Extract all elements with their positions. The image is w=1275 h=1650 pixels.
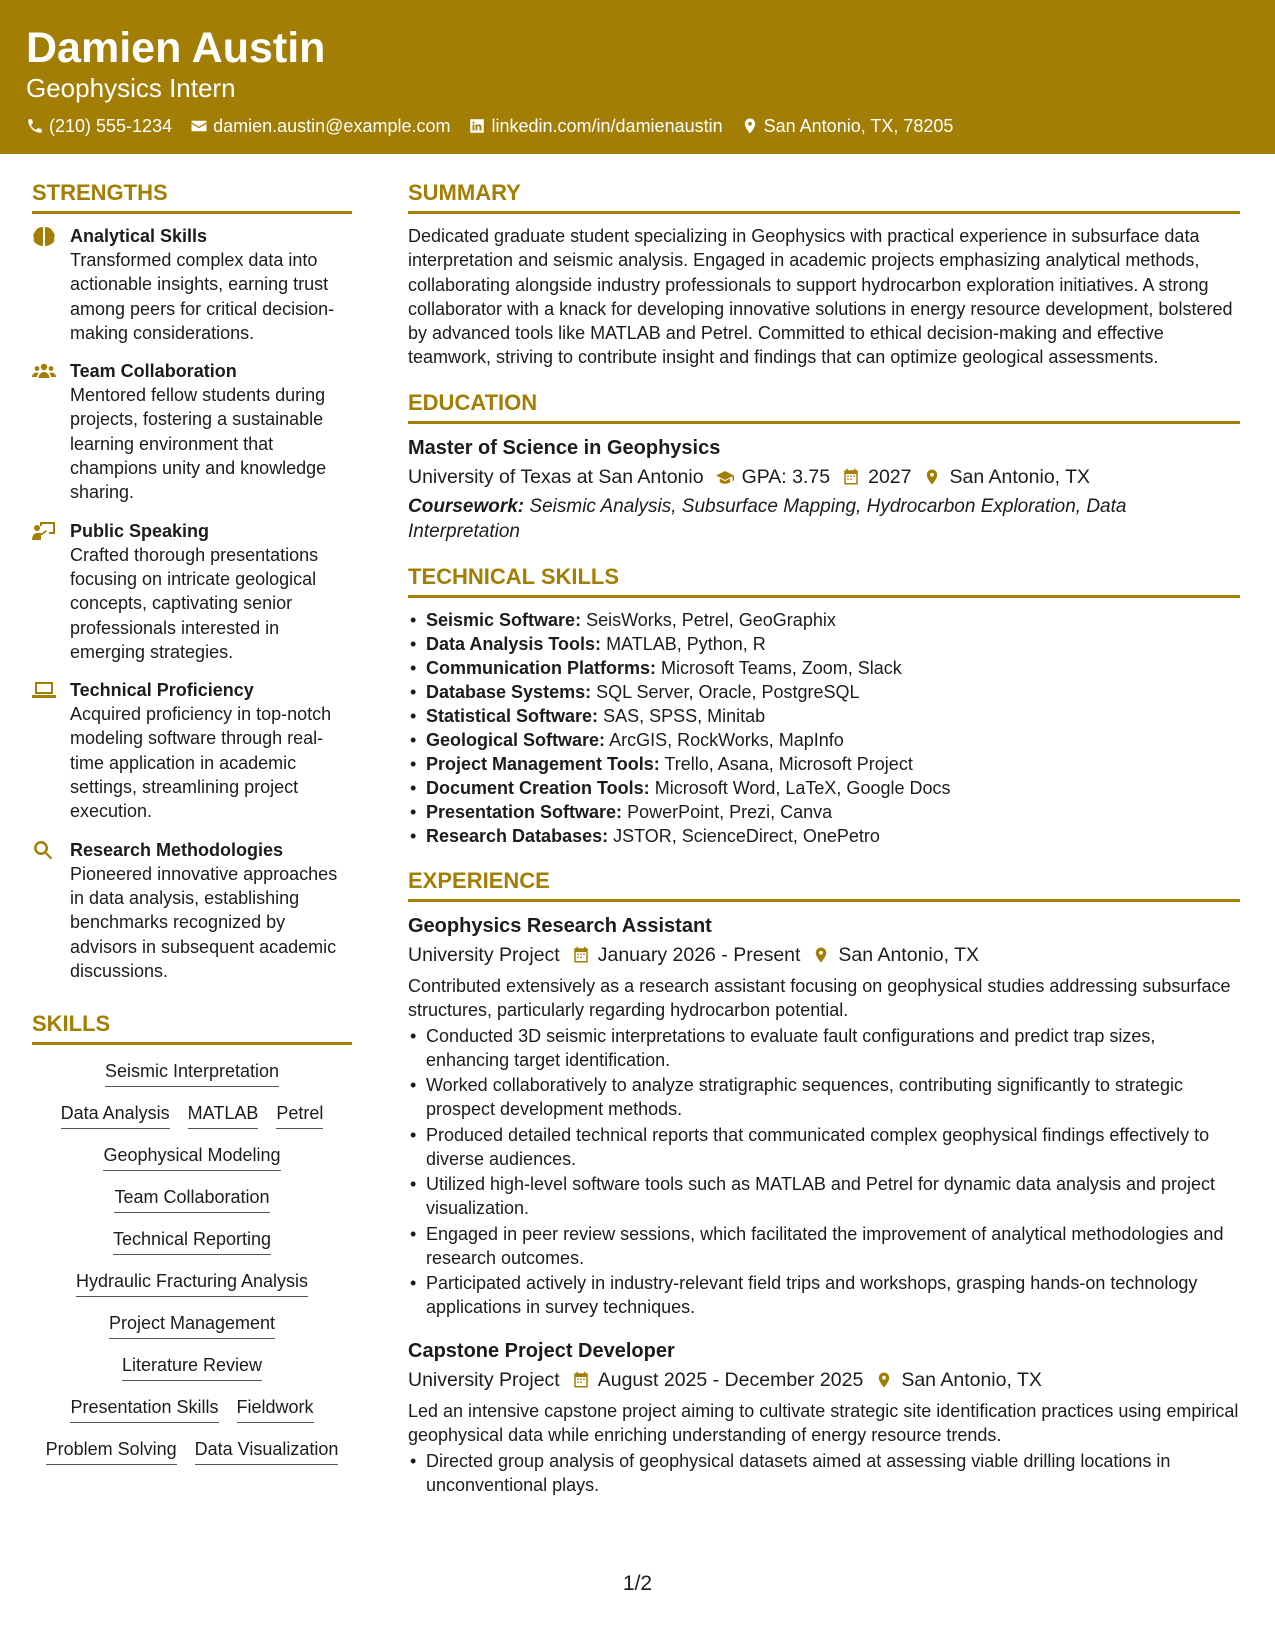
job-title: Capstone Project Developer: [408, 1340, 675, 1363]
tech-skill-label: Data Analysis Tools:: [426, 633, 602, 654]
job-org: University Project: [408, 943, 560, 966]
tech-skill-value: MATLAB, Python, R: [606, 633, 766, 654]
tech-skill-value: SQL Server, Oracle, PostgreSQL: [596, 681, 860, 702]
education-meta: [408, 462, 1240, 492]
tech-skill-value: PowerPoint, Prezi, Canva: [627, 801, 833, 822]
search-icon: [32, 840, 56, 860]
envelope-icon: [190, 117, 208, 135]
map-pin-icon: [812, 946, 830, 964]
education-location: San Antonio, TX: [949, 465, 1091, 488]
contact-phone: [26, 114, 172, 138]
skill-chip: Petrel: [276, 1101, 323, 1129]
tech-skill-label: Seismic Software:: [426, 609, 582, 630]
skill-chip: Seismic Interpretation: [105, 1059, 279, 1087]
contact-email-text[interactable]: damien.austin@example.com: [213, 116, 451, 136]
job-meta: [408, 940, 1240, 970]
job-entry: [408, 1337, 1240, 1497]
list-item: • Participated actively in industry-relevant field trips and workshops, grasping hands-on technology applications in survey techniques.: [408, 1271, 1240, 1319]
coursework-label: Coursework:: [408, 495, 525, 517]
tech-skill-label: Research Databases:: [426, 825, 609, 846]
summary-title: SUMMARY: [408, 180, 1240, 214]
job-bullets: [408, 1449, 1240, 1497]
calendar-icon: [842, 468, 860, 486]
strength-desc: Crafted thorough presentations focusing on intricate geological concepts, captivating senior professionals interested in emerging strategies.: [70, 544, 319, 662]
skill-chip: Technical Reporting: [113, 1227, 271, 1255]
contact-location-text: San Antonio, TX, 78205: [763, 116, 954, 136]
summary-section: [408, 180, 1240, 370]
tech-skill-label: Document Creation Tools:: [426, 777, 650, 798]
strength-title: Public Speaking: [70, 520, 210, 541]
presentation-icon: [32, 521, 56, 541]
list-item: [408, 800, 1240, 824]
tech-skill-label: Statistical Software:: [426, 705, 599, 726]
education-title: EDUCATION: [408, 390, 1240, 424]
school-name: University of Texas at San Antonio: [408, 465, 704, 488]
experience-title: EXPERIENCE: [408, 868, 1240, 902]
list-item: [408, 632, 1240, 656]
contact-linkedin[interactable]: [468, 114, 722, 138]
calendar-icon: [572, 946, 590, 964]
strength-title: Technical Proficiency: [70, 680, 254, 701]
list-item: • Utilized high-level software tools such as MATLAB and Petrel for dynamic data analysis and project visualization.: [408, 1172, 1240, 1220]
tech-skill-value: SeisWorks, Petrel, GeoGraphix: [586, 609, 836, 630]
tech-skill-value: ArcGIS, RockWorks, MapInfo: [609, 729, 844, 750]
list-item: [408, 704, 1240, 728]
skill-chip: Literature Review: [122, 1353, 262, 1381]
skills-chips: [32, 1055, 352, 1465]
experience-section: [408, 868, 1240, 1498]
calendar-icon: [572, 1371, 590, 1389]
phone-icon: [26, 117, 44, 135]
degree-title: Master of Science in Geophysics: [408, 436, 721, 459]
skill-chip: Project Management: [109, 1311, 275, 1339]
list-item: • Worked collaboratively to analyze stratigraphic sequences, contributing significantly to strategic prospect development methods.: [408, 1073, 1240, 1121]
list-item: [408, 680, 1240, 704]
brain-icon: [32, 226, 56, 246]
users-icon: [32, 361, 56, 381]
list-item: • Directed group analysis of geophysical datasets aimed at assessing viable drilling locations in unconventional plays.: [408, 1449, 1240, 1497]
page-number: 1/2: [622, 1572, 653, 1595]
skill-chip: Fieldwork: [237, 1395, 314, 1423]
tech-skill-label: Geological Software:: [426, 729, 606, 750]
map-pin-icon: [875, 1371, 893, 1389]
list-item: [408, 608, 1240, 632]
map-pin-icon: [741, 117, 759, 135]
skill-chip: Problem Solving: [46, 1437, 177, 1465]
technical-skills-list: [408, 608, 1240, 848]
skills-title: SKILLS: [32, 1011, 352, 1045]
summary-text: Dedicated graduate student specializing in Geophysics with practical experience in subsurface data interpretation and seismic analysis. Engaged in academic projects emphasizing analytical methods, collaborating alongside industry professionals to support hydrocarbon exploration initiatives. A strong collaborator with a knack for developing innovative solutions in energy resource development, bolstered by advanced tools like MATLAB and Petrel. Committed to ethical decision-making and effective teamwork, striving to contribute insight and findings that can optimize geological assessments.: [408, 226, 1233, 368]
job-dates: January 2026 - Present: [597, 943, 801, 966]
job-description: Contributed extensively as a research assistant focusing on geophysical studies addressing subsurface structures, particularly regarding hydrocarbon potential.: [408, 975, 1231, 1020]
coursework: [408, 494, 1240, 544]
strength-desc: Mentored fellow students during projects, fostering a sustainable learning environment that champions unity and knowledge sharing.: [70, 385, 327, 503]
education-section: [408, 390, 1240, 544]
education-gpa: GPA: 3.75: [741, 465, 831, 488]
graduation-cap-icon: [716, 468, 734, 486]
skill-chip: Team Collaboration: [114, 1185, 269, 1213]
job-title: Geophysics Research Assistant: [408, 914, 712, 937]
strength-title: Research Methodologies: [70, 839, 284, 860]
contact-linkedin-text[interactable]: linkedin.com/in/damienaustin: [491, 116, 723, 136]
list-item: [408, 728, 1240, 752]
candidate-name: Damien Austin: [26, 24, 326, 72]
tech-skill-value: Microsoft Teams, Zoom, Slack: [661, 657, 902, 678]
map-pin-icon: [923, 468, 941, 486]
tech-skill-label: Communication Platforms:: [426, 657, 657, 678]
list-item: [408, 752, 1240, 776]
technical-skills-title: TECHNICAL SKILLS: [408, 564, 1240, 598]
education-year: 2027: [868, 465, 912, 488]
skill-chip: Data Analysis: [61, 1101, 170, 1129]
laptop-icon: [32, 680, 56, 700]
job-org: University Project: [408, 1369, 560, 1392]
contact-email[interactable]: [190, 114, 450, 138]
tech-skill-label: Presentation Software:: [426, 801, 623, 822]
job-location: San Antonio, TX: [901, 1369, 1042, 1392]
tech-skill-value: SAS, SPSS, Minitab: [603, 705, 766, 726]
skill-chip: Presentation Skills: [70, 1395, 218, 1423]
job-meta: [408, 1365, 1240, 1395]
contact-list: [26, 114, 1249, 138]
list-item: • Produced detailed technical reports that communicated complex geophysical findings effectively to diverse audiences.: [408, 1123, 1240, 1171]
job-location: San Antonio, TX: [838, 943, 979, 966]
tech-skill-value: Microsoft Word, LaTeX, Google Docs: [654, 777, 951, 798]
strength-title: Analytical Skills: [70, 226, 208, 246]
strength-item: [32, 224, 352, 345]
coursework-list: Seismic Analysis, Subsurface Mapping, Hydrocarbon Exploration, Data Interpretation: [408, 495, 1127, 542]
candidate-role: Geophysics Intern: [26, 73, 236, 103]
skill-chip: Hydraulic Fracturing Analysis: [76, 1269, 308, 1297]
job-description: Led an intensive capstone project aiming to cultivate strategic site identification practices using empirical geophysical data while enriching understanding of energy resource trends.: [408, 1401, 1239, 1446]
strength-title: Team Collaboration: [70, 361, 237, 382]
contact-phone-text: (210) 555-1234: [49, 116, 173, 136]
skill-chip: Geophysical Modeling: [103, 1143, 280, 1171]
list-item: [408, 776, 1240, 800]
tech-skill-value: JSTOR, ScienceDirect, OnePetro: [613, 825, 880, 846]
right-column: [408, 180, 1240, 1517]
skill-chip: MATLAB: [188, 1101, 259, 1129]
list-item: • Engaged in peer review sessions, which facilitated the improvement of analytical methodologies and research outcomes.: [408, 1222, 1240, 1270]
strength-item: [32, 678, 352, 823]
strength-desc: Acquired proficiency in top-notch modeling software through real-time application in academic settings, streamlining project execution.: [70, 704, 332, 822]
tech-skill-label: Database Systems:: [426, 681, 592, 702]
strength-item: [32, 359, 352, 504]
linkedin-icon: [468, 117, 486, 135]
tech-skill-label: Project Management Tools:: [426, 753, 660, 774]
strength-item: [32, 519, 352, 664]
strengths-title: STRENGTHS: [32, 180, 352, 214]
strength-item: [32, 838, 352, 983]
list-item: [408, 824, 1240, 848]
contact-location: [741, 114, 954, 138]
left-column: [32, 180, 352, 1465]
job-bullets: [408, 1024, 1240, 1320]
tech-skill-value: Trello, Asana, Microsoft Project: [664, 753, 913, 774]
list-item: • Conducted 3D seismic interpretations to evaluate fault configurations and predict trap sizes, enhancing target identification.: [408, 1024, 1240, 1072]
resume-header: [0, 0, 1275, 154]
list-item: [408, 656, 1240, 680]
strength-desc: Pioneered innovative approaches in data analysis, establishing benchmarks recognized by advisors in subsequent academic discussions.: [70, 863, 338, 981]
job-entry: [408, 912, 1240, 1320]
strength-desc: Transformed complex data into actionable insights, earning trust among peers for critical decision-making considerations.: [70, 250, 335, 343]
technical-skills-section: [408, 564, 1240, 848]
job-dates: August 2025 - December 2025: [597, 1369, 864, 1392]
skill-chip: Data Visualization: [195, 1437, 339, 1465]
